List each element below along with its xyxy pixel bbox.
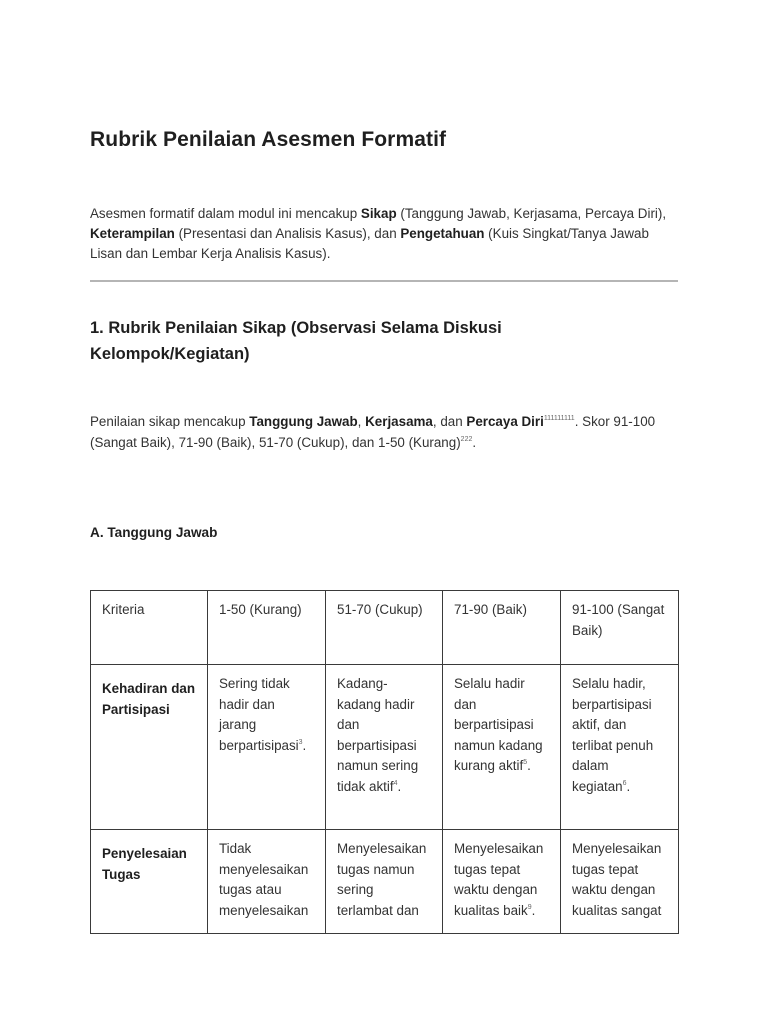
cell-text: Sering tidak hadir dan jarang berpartisipasi (219, 676, 299, 753)
header-cell: 91-100 (Sangat Baik) (561, 591, 679, 665)
footnote-ref[interactable]: 9 (527, 903, 532, 911)
cell-text: Selalu hadir dan berpartisipasi namun kadang kurang aktif (454, 676, 543, 773)
intro-text-3: (Presentasi dan Analisis Kasus), dan (174, 226, 401, 241)
intro-bold-pengetahuan: Pengetahuan (400, 226, 485, 241)
intro-bold-keterampilan: Keterampilan (90, 226, 175, 241)
footnote-ref[interactable]: 222 (460, 436, 473, 443)
s1-text-1: Penilaian sikap mencakup (90, 414, 250, 429)
s1-text-4: . Skor 91-100 (Sangat Baik), 71-90 (Baik), 51-70 (Cukup), dan 1-50 (Kurang) (90, 414, 656, 450)
horizontal-divider (90, 280, 678, 282)
cell-text: Menyelesaikan tugas namun sering terlambat dan (337, 841, 427, 918)
subsection-a-heading: A. Tanggung Jawab (90, 525, 218, 540)
cell-end: . (302, 737, 307, 753)
table-cell (326, 665, 443, 830)
footnote-ref[interactable]: 5 (523, 759, 528, 766)
intro-text-2: (Tanggung Jawab, Kerjasama, Percaya Diri), (396, 206, 667, 221)
header-cell: 1-50 (Kurang) (208, 591, 326, 665)
s1-bold-percaya-diri: Percaya Diri (466, 414, 544, 429)
header-cell: 71-90 (Baik) (443, 591, 561, 665)
intro-bold-sikap: Sikap (360, 206, 397, 221)
table-cell (561, 665, 679, 830)
table-cell (443, 830, 561, 934)
table-row (91, 665, 679, 830)
section-1-paragraph (90, 411, 678, 453)
cell-text: Menyelesaikan tugas tepat waktu dengan kualitas sangat (572, 841, 662, 918)
footnote-ref[interactable]: 3 (298, 738, 303, 746)
criteria-cell: Kehadiran dan Partisipasi (91, 665, 208, 830)
cell-text: Selalu hadir, berpartisipasi aktif, dan terlibat penuh dalam kegiatan (572, 676, 654, 794)
s1-bold-tanggung-jawab: Tanggung Jawab (249, 414, 358, 429)
s1-text-5: . (472, 435, 477, 450)
table-cell (561, 830, 679, 934)
intro-paragraph (90, 204, 678, 264)
table-header-row (91, 591, 679, 665)
cell-end: . (397, 778, 402, 794)
cell-end: . (527, 758, 531, 773)
rubric-table (90, 590, 679, 934)
header-cell: 51-70 (Cukup) (326, 591, 443, 665)
table-cell (443, 665, 561, 830)
table-cell (208, 665, 326, 830)
intro-text-4: (Kuis Singkat/Tanya Jawab Lisan dan Lembar Kerja Analisis Kasus). (90, 226, 649, 261)
footnote-ref[interactable]: 4 (393, 779, 398, 787)
intro-text-1: Asesmen formatif dalam modul ini mencakup (90, 206, 361, 221)
cell-end: . (626, 778, 631, 794)
cell-end: . (531, 902, 536, 918)
cell-text: Menyelesaikan tugas tepat waktu dengan kualitas baik (454, 841, 544, 918)
table-row (91, 830, 679, 934)
table-cell (326, 830, 443, 934)
page-title: Rubrik Penilaian Asesmen Formatif (90, 128, 447, 151)
header-cell: Kriteria (91, 591, 208, 665)
s1-text-3: , dan (432, 414, 467, 429)
footnote-ref[interactable]: 111111111 (543, 415, 575, 422)
footnote-ref[interactable]: 6 (622, 779, 627, 787)
table-cell (208, 830, 326, 934)
cell-text: Tidak menyelesaikan tugas atau menyelesaikan (219, 841, 309, 918)
cell-text: Kadang-kadang hadir dan berpartisipasi namun sering tidak aktif (337, 676, 419, 794)
s1-text-2: , (357, 414, 366, 429)
criteria-cell: Penyelesaian Tugas (91, 830, 208, 934)
section-1-heading: 1. Rubrik Penilaian Sikap (Observasi Selama Diskusi Kelompok/Kegiatan) (90, 319, 502, 363)
s1-bold-kerjasama: Kerjasama (365, 414, 433, 429)
